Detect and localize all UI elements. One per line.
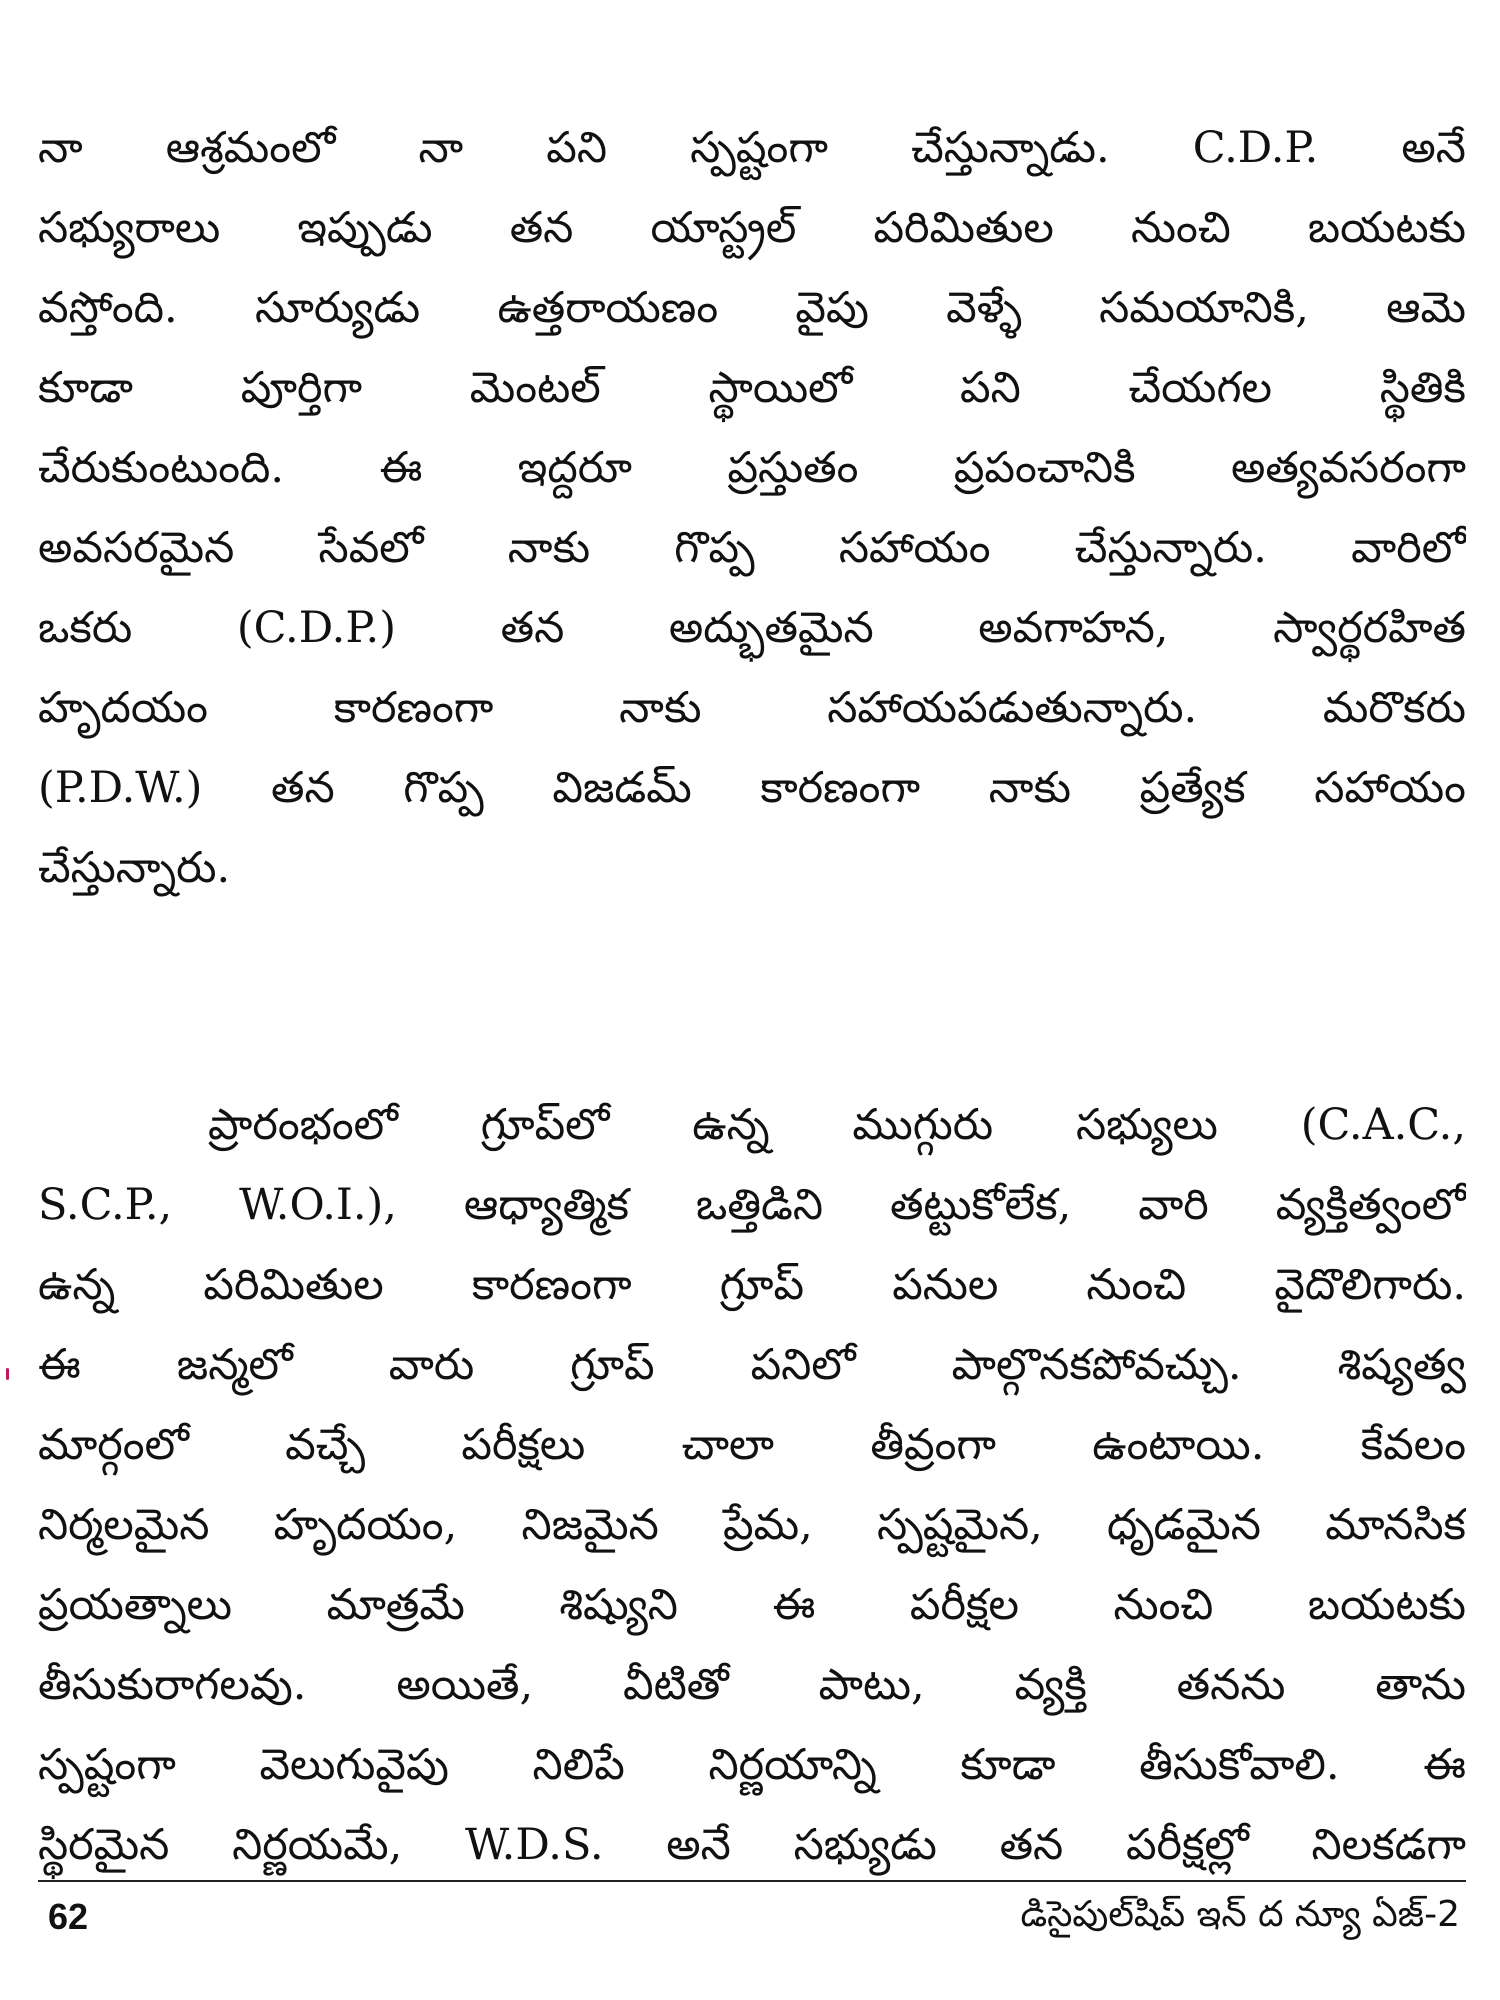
text-line: చేరుకుంటుంది. ఈ ఇద్దరూ ప్రస్తుతం ప్రపంచానికి అత్యవసరంగా	[38, 443, 1466, 493]
running-book-title: డిసైపుల్‌షిప్ ఇన్ ద న్యూ ఏజ్-2	[1020, 1894, 1460, 1935]
text-line: స్పష్టంగా వెలుగువైపు నిలిపే నిర్ణయాన్ని కూడా తీసుకోవాలి. ఈ	[38, 1740, 1466, 1790]
text-line: సభ్యురాలు ఇప్పుడు తన యాస్ట్రల్ పరిమితుల నుంచి బయటకు	[38, 203, 1466, 253]
margin-mark	[6, 1368, 9, 1380]
text-line: ఉన్న పరిమితుల కారణంగా గ్రూప్ పనుల నుంచి వైదొలిగారు.	[38, 1260, 1466, 1310]
paragraph-1	[38, 108, 1466, 908]
text-line: అవసరమైన సేవలో నాకు గొప్ప సహాయం చేస్తున్నారు. వారిలో	[38, 523, 1466, 573]
text-line: వస్తోంది. సూర్యుడు ఉత్తరాయణం వైపు వెళ్ళే సమయానికి, ఆమె	[38, 283, 1466, 333]
text-line: S.C.P., W.O.I.), ఆధ్యాత్మిక ఒత్తిడిని తట్టుకోలేక, వారి వ్యక్తిత్వంలో	[38, 1180, 1466, 1230]
text-line: స్థిరమైన నిర్ణయమే, W.D.S. అనే సభ్యుడు తన పరీక్షల్లో నిలకడగా	[38, 1820, 1466, 1870]
text-line: ప్రయత్నాలు మాత్రమే శిష్యుని ఈ పరీక్షల నుంచి బయటకు	[38, 1580, 1466, 1630]
page-number: 62	[48, 1896, 89, 1937]
paragraph-2	[38, 1085, 1466, 1885]
text-line: నా ఆశ్రమంలో నా పని స్పష్టంగా చేస్తున్నాడు. C.D.P. అనే	[38, 123, 1466, 173]
footer-rule	[38, 1880, 1466, 1882]
text-line: కూడా పూర్తిగా మెంటల్ స్థాయిలో పని చేయగల స్థితికి	[38, 363, 1466, 413]
text-line: ప్రారంభంలో గ్రూప్‌లో ఉన్న ముగ్గురు సభ్యులు (C.A.C.,	[208, 1100, 1466, 1150]
text-line: ఒకరు (C.D.P.) తన అద్భుతమైన అవగాహన, స్వార్థరహిత	[38, 603, 1466, 653]
text-line: ఈ జన్మలో వారు గ్రూప్ పనిలో పాల్గొనకపోవచ్చు. శిష్యత్వ	[38, 1340, 1466, 1390]
text-line: మార్గంలో వచ్చే పరీక్షలు చాలా తీవ్రంగా ఉంటాయి. కేవలం	[38, 1420, 1466, 1470]
text-line: చేస్తున్నారు.	[38, 843, 231, 893]
text-line: నిర్మలమైన హృదయం, నిజమైన ప్రేమ, స్పష్టమైన, ధృడమైన మానసిక	[38, 1500, 1466, 1550]
text-line: (P.D.W.) తన గొప్ప విజడమ్ కారణంగా నాకు ప్రత్యేక సహాయం	[38, 763, 1466, 813]
text-line: హృదయం కారణంగా నాకు సహాయపడుతున్నారు. మరొకరు	[38, 683, 1466, 733]
text-line: తీసుకురాగలవు. అయితే, వీటితో పాటు, వ్యక్తి తనను తాను	[38, 1660, 1466, 1710]
